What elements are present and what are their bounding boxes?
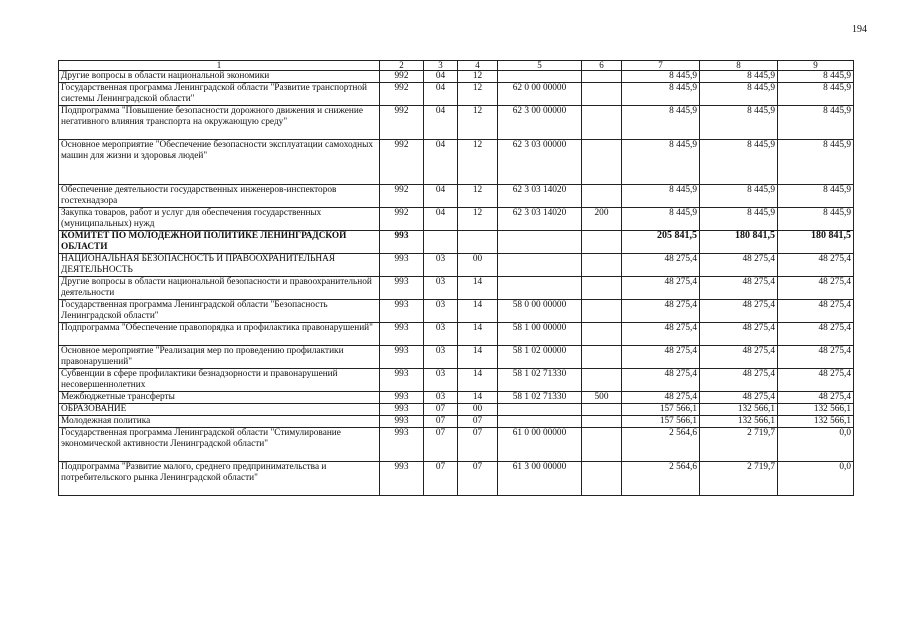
row-value-cell: 993 — [380, 254, 424, 277]
row-value-cell — [582, 71, 622, 83]
row-value-cell: 2 719,7 — [700, 428, 778, 462]
row-value-cell: 8 445,9 — [778, 208, 854, 231]
row-value-cell: 58 1 02 71330 — [498, 392, 582, 404]
row-value-cell: 62 3 03 00000 — [498, 140, 582, 185]
table-row — [59, 231, 854, 254]
row-name-cell: Молодежная политика — [59, 416, 380, 428]
row-value-cell: 993 — [380, 277, 424, 300]
row-name-cell: Другие вопросы в области национальной безопасности и правоохранительной деятельности — [59, 277, 380, 300]
row-value-cell — [582, 254, 622, 277]
page-number: 194 — [852, 24, 867, 35]
row-value-cell: 48 275,4 — [700, 346, 778, 369]
row-value-cell: 03 — [424, 300, 458, 323]
row-name-cell: Подпрограмма "Развитие малого, среднего предпринимательства и потребительского рынка Ленинградской области" — [59, 462, 380, 496]
row-value-cell — [498, 277, 582, 300]
row-value-cell: 8 445,9 — [700, 185, 778, 208]
row-value-cell — [582, 346, 622, 369]
row-value-cell: 993 — [380, 428, 424, 462]
header-cell: 3 — [424, 61, 458, 71]
row-value-cell: 48 275,4 — [700, 369, 778, 392]
row-value-cell — [582, 323, 622, 346]
row-value-cell — [582, 404, 622, 416]
row-value-cell — [582, 83, 622, 106]
row-value-cell: 07 — [458, 462, 498, 496]
row-value-cell: 8 445,9 — [622, 185, 700, 208]
row-value-cell — [582, 140, 622, 185]
row-value-cell: 993 — [380, 369, 424, 392]
row-value-cell — [498, 254, 582, 277]
row-value-cell: 07 — [424, 462, 458, 496]
row-value-cell: 62 0 00 00000 — [498, 83, 582, 106]
row-name-cell: Субвенции в сфере профилактики безнадзорности и правонарушений несовершеннолетних — [59, 369, 380, 392]
row-value-cell — [498, 416, 582, 428]
row-value-cell: 993 — [380, 231, 424, 254]
table-row — [59, 106, 854, 140]
row-value-cell: 992 — [380, 71, 424, 83]
row-value-cell: 14 — [458, 392, 498, 404]
table-row — [59, 254, 854, 277]
row-value-cell: 00 — [458, 404, 498, 416]
row-value-cell: 48 275,4 — [700, 300, 778, 323]
row-value-cell: 8 445,9 — [700, 140, 778, 185]
header-cell: 9 — [778, 61, 854, 71]
table-row — [59, 462, 854, 496]
row-value-cell: 12 — [458, 83, 498, 106]
row-value-cell: 48 275,4 — [778, 300, 854, 323]
row-name-cell: Основное мероприятие "Обеспечение безопасности эксплуатации самоходных машин для жизни и здоровья людей" — [59, 140, 380, 185]
row-name-cell: Государственная программа Ленинградской области "Безопасность Ленинградской области" — [59, 300, 380, 323]
row-name-cell: Межбюджетные трансферты — [59, 392, 380, 404]
row-name-cell: Подпрограмма "Обеспечение правопорядка и профилактика правонарушений" — [59, 323, 380, 346]
row-value-cell: 48 275,4 — [622, 369, 700, 392]
row-value-cell — [582, 416, 622, 428]
row-value-cell: 992 — [380, 185, 424, 208]
row-value-cell: 04 — [424, 83, 458, 106]
row-value-cell: 48 275,4 — [778, 369, 854, 392]
row-value-cell — [582, 300, 622, 323]
row-value-cell: 8 445,9 — [622, 83, 700, 106]
row-value-cell: 00 — [458, 254, 498, 277]
row-value-cell: 132 566,1 — [778, 404, 854, 416]
row-value-cell: 48 275,4 — [700, 323, 778, 346]
row-value-cell: 48 275,4 — [700, 254, 778, 277]
row-value-cell: 04 — [424, 71, 458, 83]
row-value-cell: 0,0 — [778, 428, 854, 462]
row-value-cell: 07 — [458, 428, 498, 462]
row-name-cell: НАЦИОНАЛЬНАЯ БЕЗОПАСНОСТЬ И ПРАВООХРАНИТЕЛЬНАЯ ДЕЯТЕЛЬНОСТЬ — [59, 254, 380, 277]
row-value-cell: 04 — [424, 140, 458, 185]
row-value-cell: 04 — [424, 106, 458, 140]
budget-table — [58, 60, 854, 496]
row-value-cell: 03 — [424, 392, 458, 404]
row-value-cell — [582, 277, 622, 300]
header-cell: 6 — [582, 61, 622, 71]
row-value-cell: 58 1 02 00000 — [498, 346, 582, 369]
row-value-cell — [498, 404, 582, 416]
row-value-cell: 992 — [380, 83, 424, 106]
row-value-cell: 2 564,6 — [622, 428, 700, 462]
row-value-cell: 07 — [424, 404, 458, 416]
row-value-cell — [498, 71, 582, 83]
row-value-cell: 61 3 00 00000 — [498, 462, 582, 496]
row-value-cell: 2 719,7 — [700, 462, 778, 496]
row-value-cell: 04 — [424, 185, 458, 208]
row-value-cell: 48 275,4 — [622, 254, 700, 277]
row-name-cell: Государственная программа Ленинградской области "Развитие транспортной системы Ленинградской области" — [59, 83, 380, 106]
row-value-cell: 993 — [380, 300, 424, 323]
table-row — [59, 369, 854, 392]
row-value-cell: 8 445,9 — [622, 71, 700, 83]
row-value-cell — [498, 231, 582, 254]
row-value-cell: 205 841,5 — [622, 231, 700, 254]
row-name-cell: Другие вопросы в области национальной экономики — [59, 71, 380, 83]
row-value-cell: 132 566,1 — [700, 404, 778, 416]
row-value-cell: 48 275,4 — [778, 392, 854, 404]
row-value-cell — [582, 428, 622, 462]
row-value-cell: 48 275,4 — [622, 323, 700, 346]
row-value-cell: 14 — [458, 300, 498, 323]
row-value-cell: 03 — [424, 369, 458, 392]
row-value-cell: 12 — [458, 106, 498, 140]
row-value-cell: 132 566,1 — [700, 416, 778, 428]
row-value-cell: 993 — [380, 462, 424, 496]
row-value-cell: 62 3 03 14020 — [498, 185, 582, 208]
header-cell: 1 — [59, 61, 380, 71]
row-name-cell: ОБРАЗОВАНИЕ — [59, 404, 380, 416]
row-value-cell: 993 — [380, 323, 424, 346]
row-value-cell: 180 841,5 — [778, 231, 854, 254]
header-cell: 4 — [458, 61, 498, 71]
row-value-cell: 03 — [424, 254, 458, 277]
row-value-cell: 62 3 00 00000 — [498, 106, 582, 140]
row-value-cell — [458, 231, 498, 254]
row-value-cell: 61 0 00 00000 — [498, 428, 582, 462]
row-value-cell: 8 445,9 — [700, 106, 778, 140]
row-value-cell: 8 445,9 — [700, 83, 778, 106]
row-value-cell: 48 275,4 — [700, 392, 778, 404]
row-value-cell: 992 — [380, 106, 424, 140]
row-value-cell: 03 — [424, 277, 458, 300]
row-value-cell: 500 — [582, 392, 622, 404]
header-cell: 2 — [380, 61, 424, 71]
row-value-cell: 07 — [424, 428, 458, 462]
row-value-cell: 62 3 03 14020 — [498, 208, 582, 231]
row-name-cell: Основное мероприятие "Реализация мер по проведению профилактики правонарушений" — [59, 346, 380, 369]
row-name-cell: Государственная программа Ленинградской области "Стимулирование экономической активности Ленинградской области" — [59, 428, 380, 462]
table-row — [59, 83, 854, 106]
row-value-cell: 200 — [582, 208, 622, 231]
row-name-cell: Закупка товаров, работ и услуг для обеспечения государственных (муниципальных) нужд — [59, 208, 380, 231]
row-name-cell: Подпрограмма "Повышение безопасности дорожного движения и снижение негативного влияния транспорта на окружающую среду" — [59, 106, 380, 140]
row-value-cell: 07 — [424, 416, 458, 428]
header-cell: 5 — [498, 61, 582, 71]
row-value-cell: 14 — [458, 369, 498, 392]
row-value-cell: 132 566,1 — [778, 416, 854, 428]
table-row — [59, 185, 854, 208]
row-value-cell: 8 445,9 — [778, 140, 854, 185]
row-value-cell: 03 — [424, 323, 458, 346]
row-value-cell: 993 — [380, 416, 424, 428]
row-value-cell: 14 — [458, 323, 498, 346]
table-row — [59, 277, 854, 300]
row-value-cell: 58 1 00 00000 — [498, 323, 582, 346]
table-row — [59, 323, 854, 346]
row-value-cell: 48 275,4 — [778, 323, 854, 346]
row-value-cell: 8 445,9 — [700, 208, 778, 231]
row-value-cell: 0,0 — [778, 462, 854, 496]
row-value-cell: 992 — [380, 140, 424, 185]
table-row — [59, 346, 854, 369]
header-cell: 7 — [622, 61, 700, 71]
table-row — [59, 404, 854, 416]
row-name-cell: КОМИТЕТ ПО МОЛОДЕЖНОЙ ПОЛИТИКЕ ЛЕНИНГРАДСКОЙ ОБЛАСТИ — [59, 231, 380, 254]
row-value-cell: 48 275,4 — [622, 392, 700, 404]
row-value-cell: 14 — [458, 346, 498, 369]
row-value-cell: 8 445,9 — [778, 71, 854, 83]
row-value-cell: 12 — [458, 140, 498, 185]
row-value-cell: 8 445,9 — [622, 106, 700, 140]
row-value-cell: 12 — [458, 208, 498, 231]
row-value-cell: 04 — [424, 208, 458, 231]
row-value-cell: 8 445,9 — [622, 208, 700, 231]
row-value-cell: 157 566,1 — [622, 416, 700, 428]
row-value-cell: 993 — [380, 346, 424, 369]
row-value-cell: 48 275,4 — [622, 300, 700, 323]
row-value-cell — [424, 231, 458, 254]
header-cell: 8 — [700, 61, 778, 71]
row-value-cell: 48 275,4 — [778, 346, 854, 369]
table-row — [59, 300, 854, 323]
table-row — [59, 416, 854, 428]
row-value-cell: 48 275,4 — [778, 277, 854, 300]
row-value-cell: 992 — [380, 208, 424, 231]
row-value-cell: 48 275,4 — [622, 346, 700, 369]
table-row — [59, 208, 854, 231]
row-value-cell: 58 0 00 00000 — [498, 300, 582, 323]
row-value-cell: 180 841,5 — [700, 231, 778, 254]
table-row — [59, 392, 854, 404]
table-row — [59, 428, 854, 462]
row-value-cell: 48 275,4 — [700, 277, 778, 300]
row-value-cell: 157 566,1 — [622, 404, 700, 416]
row-value-cell: 12 — [458, 71, 498, 83]
row-value-cell: 8 445,9 — [778, 106, 854, 140]
row-value-cell — [582, 462, 622, 496]
header-row — [59, 61, 854, 71]
row-name-cell: Обеспечение деятельности государственных инженеров-инспекторов гостехнадзора — [59, 185, 380, 208]
row-value-cell — [582, 106, 622, 140]
row-value-cell — [582, 185, 622, 208]
row-value-cell: 48 275,4 — [778, 254, 854, 277]
row-value-cell: 993 — [380, 404, 424, 416]
row-value-cell: 58 1 02 71330 — [498, 369, 582, 392]
row-value-cell: 14 — [458, 277, 498, 300]
table-row — [59, 140, 854, 185]
row-value-cell: 07 — [458, 416, 498, 428]
row-value-cell — [582, 369, 622, 392]
row-value-cell: 993 — [380, 392, 424, 404]
row-value-cell: 2 564,6 — [622, 462, 700, 496]
row-value-cell: 8 445,9 — [700, 71, 778, 83]
row-value-cell: 03 — [424, 346, 458, 369]
row-value-cell: 48 275,4 — [622, 277, 700, 300]
row-value-cell: 8 445,9 — [778, 83, 854, 106]
table-row — [59, 71, 854, 83]
row-value-cell — [582, 231, 622, 254]
row-value-cell: 8 445,9 — [622, 140, 700, 185]
row-value-cell: 8 445,9 — [778, 185, 854, 208]
row-value-cell: 12 — [458, 185, 498, 208]
